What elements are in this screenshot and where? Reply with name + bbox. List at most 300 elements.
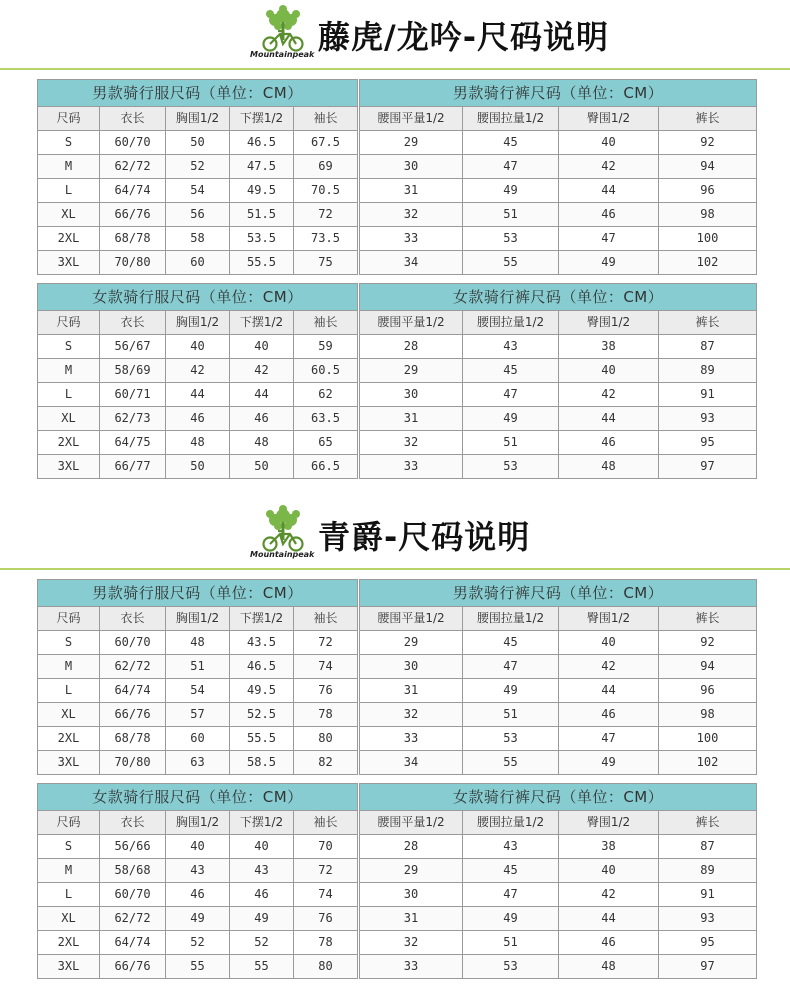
table-cell: 30 — [360, 155, 463, 179]
table-row — [360, 383, 757, 407]
table-cell: 95 — [659, 931, 757, 955]
divider — [0, 68, 790, 70]
column-header: 下摆1/2 — [230, 607, 294, 631]
column-header: 尺码 — [38, 311, 100, 335]
table-row — [38, 227, 358, 251]
table-cell: 53.5 — [230, 227, 294, 251]
table-row — [360, 359, 757, 383]
table-cell: 82 — [294, 751, 358, 775]
table-cell: XL — [38, 203, 100, 227]
table-cell: 52 — [166, 155, 230, 179]
table-row — [360, 631, 757, 655]
table-row — [38, 455, 358, 479]
table-row — [360, 155, 757, 179]
column-header: 腰围平量1/2 — [360, 311, 463, 335]
table-cell: 52 — [166, 931, 230, 955]
table-cell: 97 — [659, 455, 757, 479]
table-cell: 91 — [659, 383, 757, 407]
table-cell: 92 — [659, 131, 757, 155]
table-cell: 50 — [230, 455, 294, 479]
table-cell: 55 — [230, 955, 294, 979]
table-cell: 3XL — [38, 751, 100, 775]
table-cell: 67.5 — [294, 131, 358, 155]
column-header: 尺码 — [38, 607, 100, 631]
table-cell: L — [38, 679, 100, 703]
table-cell: S — [38, 631, 100, 655]
table-cell: 78 — [294, 703, 358, 727]
table-cell: 2XL — [38, 431, 100, 455]
table-cell: 60/71 — [100, 383, 166, 407]
table-cell: 48 — [230, 431, 294, 455]
table-cell: 49 — [559, 751, 659, 775]
table-cell: 55.5 — [230, 251, 294, 275]
table-row — [38, 679, 358, 703]
table-cell: 46.5 — [230, 131, 294, 155]
table-cell: S — [38, 131, 100, 155]
table-cell: 100 — [659, 227, 757, 251]
table-cell: 47.5 — [230, 155, 294, 179]
table-cell: 44 — [166, 383, 230, 407]
table-cell: 43.5 — [230, 631, 294, 655]
table-cell: 29 — [360, 131, 463, 155]
table-cell: 44 — [559, 679, 659, 703]
table-cell: 89 — [659, 859, 757, 883]
column-header: 袖长 — [294, 107, 358, 131]
table-cell: 51.5 — [230, 203, 294, 227]
table-cell: 66.5 — [294, 455, 358, 479]
table-cell: 58 — [166, 227, 230, 251]
table-cell: 60/70 — [100, 883, 166, 907]
column-header: 袖长 — [294, 311, 358, 335]
table-cell: 30 — [360, 883, 463, 907]
table-cell: 2XL — [38, 727, 100, 751]
table-row — [38, 155, 358, 179]
table-cell: 72 — [294, 203, 358, 227]
table-cell: 46 — [559, 431, 659, 455]
table-cell: 50 — [166, 455, 230, 479]
table-cell: 31 — [360, 679, 463, 703]
table-cell: 53 — [463, 727, 559, 751]
table-row — [38, 859, 358, 883]
column-header: 腰围拉量1/2 — [463, 811, 559, 835]
table-row — [360, 679, 757, 703]
table-cell: 49 — [166, 907, 230, 931]
column-header: 腰围拉量1/2 — [463, 311, 559, 335]
table-cell: 51 — [166, 655, 230, 679]
table-cell: 55 — [166, 955, 230, 979]
table-cell: 28 — [360, 835, 463, 859]
table-row — [38, 655, 358, 679]
table-cell: 52 — [230, 931, 294, 955]
column-header: 衣长 — [100, 107, 166, 131]
table-row — [360, 931, 757, 955]
table-cell: 60 — [166, 251, 230, 275]
table-cell: 72 — [294, 631, 358, 655]
table-cell: 3XL — [38, 251, 100, 275]
table-cell: 47 — [559, 727, 659, 751]
column-header: 胸围1/2 — [166, 107, 230, 131]
table-cell: 46 — [559, 931, 659, 955]
table-cell: 45 — [463, 359, 559, 383]
table-cell: 80 — [294, 727, 358, 751]
men-jersey-size-table — [37, 579, 358, 775]
table-cell: 47 — [463, 155, 559, 179]
table-cell: 70/80 — [100, 751, 166, 775]
table-caption: 男款骑行裤尺码（单位：CM） — [360, 580, 757, 607]
size-section-1 — [0, 0, 790, 473]
table-cell: 29 — [360, 359, 463, 383]
table-cell: 73.5 — [294, 227, 358, 251]
table-cell: 98 — [659, 203, 757, 227]
table-cell: 31 — [360, 407, 463, 431]
women-jersey-size-table — [37, 283, 358, 479]
table-cell: 40 — [230, 835, 294, 859]
column-header: 衣长 — [100, 811, 166, 835]
table-cell: 66/76 — [100, 955, 166, 979]
table-cell: 56/66 — [100, 835, 166, 859]
table-cell: 32 — [360, 703, 463, 727]
table-row — [360, 907, 757, 931]
table-cell: 68/78 — [100, 227, 166, 251]
table-cell: 40 — [559, 359, 659, 383]
table-cell: 95 — [659, 431, 757, 455]
table-cell: 32 — [360, 431, 463, 455]
men-pants-size-table — [359, 579, 757, 775]
table-cell: 47 — [463, 383, 559, 407]
table-cell: 64/74 — [100, 931, 166, 955]
table-cell: 60/70 — [100, 631, 166, 655]
table-cell: 38 — [559, 335, 659, 359]
table-cell: 93 — [659, 907, 757, 931]
table-caption: 男款骑行服尺码（单位：CM） — [38, 580, 358, 607]
section-header — [0, 0, 790, 70]
table-row — [38, 131, 358, 155]
table-cell: 58.5 — [230, 751, 294, 775]
table-cell: 49.5 — [230, 179, 294, 203]
table-cell: 66/77 — [100, 455, 166, 479]
table-cell: 29 — [360, 631, 463, 655]
table-cell: 70 — [294, 835, 358, 859]
table-cell: 3XL — [38, 955, 100, 979]
table-row — [38, 407, 358, 431]
column-header: 腰围平量1/2 — [360, 811, 463, 835]
table-cell: 94 — [659, 155, 757, 179]
table-cell: 55 — [463, 751, 559, 775]
women-pants-size-table — [359, 283, 757, 479]
table-caption: 女款骑行服尺码（单位：CM） — [38, 284, 358, 311]
table-cell: 28 — [360, 335, 463, 359]
section-title: 藤虎/龙吟-尺码说明 — [318, 18, 609, 56]
column-header: 尺码 — [38, 107, 100, 131]
table-cell: 102 — [659, 251, 757, 275]
section-header — [0, 500, 790, 570]
table-row — [360, 955, 757, 979]
table-row — [360, 431, 757, 455]
column-header: 衣长 — [100, 311, 166, 335]
table-cell: 91 — [659, 883, 757, 907]
table-cell: L — [38, 883, 100, 907]
column-header: 腰围拉量1/2 — [463, 607, 559, 631]
column-header: 裤长 — [659, 607, 757, 631]
table-cell: 64/74 — [100, 679, 166, 703]
table-cell: 64/74 — [100, 179, 166, 203]
table-cell: 49 — [230, 907, 294, 931]
brand-logo-text: Mountainpeak — [250, 550, 315, 559]
column-header: 臀围1/2 — [559, 811, 659, 835]
table-caption: 男款骑行裤尺码（单位：CM） — [360, 80, 757, 107]
table-cell: 74 — [294, 883, 358, 907]
table-cell: 49 — [463, 407, 559, 431]
table-cell: 64/75 — [100, 431, 166, 455]
column-header: 下摆1/2 — [230, 107, 294, 131]
table-cell: 56 — [166, 203, 230, 227]
column-header: 胸围1/2 — [166, 607, 230, 631]
table-cell: 75 — [294, 251, 358, 275]
table-cell: 32 — [360, 931, 463, 955]
table-row — [38, 835, 358, 859]
table-row — [360, 227, 757, 251]
table-cell: 70.5 — [294, 179, 358, 203]
women-pants-size-table — [359, 783, 757, 979]
table-row — [360, 203, 757, 227]
column-header: 臀围1/2 — [559, 107, 659, 131]
table-cell: 94 — [659, 655, 757, 679]
table-cell: 2XL — [38, 227, 100, 251]
table-cell: 46 — [166, 407, 230, 431]
table-cell: 63 — [166, 751, 230, 775]
table-row — [360, 455, 757, 479]
table-row — [38, 631, 358, 655]
table-cell: 31 — [360, 179, 463, 203]
table-cell: M — [38, 859, 100, 883]
table-cell: 58/69 — [100, 359, 166, 383]
table-cell: 54 — [166, 179, 230, 203]
table-cell: 51 — [463, 431, 559, 455]
table-cell: 62 — [294, 383, 358, 407]
size-section-2 — [0, 500, 790, 973]
table-cell: 76 — [294, 679, 358, 703]
table-row — [38, 727, 358, 751]
table-cell: 43 — [230, 859, 294, 883]
table-cell: 65 — [294, 431, 358, 455]
table-row — [360, 335, 757, 359]
table-row — [38, 251, 358, 275]
table-row — [38, 907, 358, 931]
table-cell: 34 — [360, 751, 463, 775]
table-cell: 33 — [360, 227, 463, 251]
table-cell: 45 — [463, 131, 559, 155]
table-cell: 42 — [230, 359, 294, 383]
table-cell: 87 — [659, 335, 757, 359]
table-row — [38, 179, 358, 203]
column-header: 下摆1/2 — [230, 811, 294, 835]
table-cell: 48 — [559, 455, 659, 479]
table-row — [38, 335, 358, 359]
table-cell: 80 — [294, 955, 358, 979]
table-row — [38, 883, 358, 907]
table-cell: 33 — [360, 455, 463, 479]
table-cell: 40 — [559, 859, 659, 883]
table-row — [360, 751, 757, 775]
table-cell: 46 — [230, 407, 294, 431]
table-cell: 96 — [659, 179, 757, 203]
table-row — [360, 655, 757, 679]
table-cell: 47 — [559, 227, 659, 251]
table-cell: 44 — [559, 407, 659, 431]
table-cell: 34 — [360, 251, 463, 275]
table-cell: 62/72 — [100, 155, 166, 179]
table-cell: 72 — [294, 859, 358, 883]
table-cell: 48 — [166, 431, 230, 455]
table-cell: 78 — [294, 931, 358, 955]
table-cell: 3XL — [38, 455, 100, 479]
table-cell: 97 — [659, 955, 757, 979]
table-cell: 102 — [659, 751, 757, 775]
column-header: 臀围1/2 — [559, 311, 659, 335]
table-cell: M — [38, 155, 100, 179]
table-cell: 59 — [294, 335, 358, 359]
table-row — [360, 727, 757, 751]
table-row — [38, 955, 358, 979]
table-row — [38, 383, 358, 407]
column-header: 胸围1/2 — [166, 311, 230, 335]
table-cell: 87 — [659, 835, 757, 859]
table-cell: 46 — [559, 203, 659, 227]
section-title: 青爵-尺码说明 — [318, 518, 531, 556]
column-header: 下摆1/2 — [230, 311, 294, 335]
table-cell: 53 — [463, 955, 559, 979]
table-cell: XL — [38, 407, 100, 431]
table-cell: 45 — [463, 631, 559, 655]
table-cell: 89 — [659, 359, 757, 383]
table-cell: 40 — [166, 335, 230, 359]
table-cell: 49 — [559, 251, 659, 275]
table-cell: 98 — [659, 703, 757, 727]
table-cell: 33 — [360, 955, 463, 979]
table-row — [38, 359, 358, 383]
column-header: 袖长 — [294, 607, 358, 631]
table-cell: 44 — [559, 179, 659, 203]
table-cell: 56/67 — [100, 335, 166, 359]
table-cell: 43 — [463, 835, 559, 859]
column-header: 裤长 — [659, 107, 757, 131]
table-cell: 58/68 — [100, 859, 166, 883]
table-cell: S — [38, 335, 100, 359]
table-cell: 44 — [559, 907, 659, 931]
table-cell: S — [38, 835, 100, 859]
table-cell: 66/76 — [100, 203, 166, 227]
table-row — [360, 835, 757, 859]
table-cell: 96 — [659, 679, 757, 703]
table-cell: 66/76 — [100, 703, 166, 727]
table-cell: 45 — [463, 859, 559, 883]
table-cell: 42 — [559, 383, 659, 407]
table-cell: 29 — [360, 859, 463, 883]
table-cell: 43 — [166, 859, 230, 883]
table-cell: 47 — [463, 883, 559, 907]
table-cell: 30 — [360, 655, 463, 679]
table-row — [360, 407, 757, 431]
table-cell: 93 — [659, 407, 757, 431]
table-caption: 女款骑行裤尺码（单位：CM） — [360, 784, 757, 811]
table-cell: 69 — [294, 155, 358, 179]
table-cell: 54 — [166, 679, 230, 703]
table-cell: 92 — [659, 631, 757, 655]
table-row — [360, 251, 757, 275]
table-cell: 62/72 — [100, 907, 166, 931]
divider — [0, 568, 790, 570]
table-cell: 100 — [659, 727, 757, 751]
table-cell: 57 — [166, 703, 230, 727]
column-header: 尺码 — [38, 811, 100, 835]
table-cell: L — [38, 383, 100, 407]
table-cell: 48 — [166, 631, 230, 655]
table-cell: 42 — [166, 359, 230, 383]
table-cell: 46 — [166, 883, 230, 907]
table-cell: 47 — [463, 655, 559, 679]
table-cell: 62/72 — [100, 655, 166, 679]
table-cell: 52.5 — [230, 703, 294, 727]
table-cell: 42 — [559, 155, 659, 179]
table-row — [360, 859, 757, 883]
table-cell: 38 — [559, 835, 659, 859]
column-header: 腰围平量1/2 — [360, 607, 463, 631]
table-cell: 55.5 — [230, 727, 294, 751]
table-caption: 男款骑行服尺码（单位：CM） — [38, 80, 358, 107]
table-cell: 70/80 — [100, 251, 166, 275]
column-header: 胸围1/2 — [166, 811, 230, 835]
table-cell: 63.5 — [294, 407, 358, 431]
table-row — [38, 703, 358, 727]
table-cell: 46 — [559, 703, 659, 727]
column-header: 衣长 — [100, 607, 166, 631]
table-cell: 40 — [230, 335, 294, 359]
table-cell: 31 — [360, 907, 463, 931]
table-cell: 32 — [360, 203, 463, 227]
table-row — [360, 883, 757, 907]
table-cell: 60.5 — [294, 359, 358, 383]
table-row — [360, 131, 757, 155]
table-row — [360, 179, 757, 203]
table-cell: 51 — [463, 203, 559, 227]
table-cell: 49.5 — [230, 679, 294, 703]
column-header: 臀围1/2 — [559, 607, 659, 631]
column-header: 袖长 — [294, 811, 358, 835]
table-cell: 60/70 — [100, 131, 166, 155]
table-cell: 40 — [166, 835, 230, 859]
table-cell: 40 — [559, 131, 659, 155]
table-row — [38, 431, 358, 455]
table-cell: 49 — [463, 907, 559, 931]
column-header: 裤长 — [659, 811, 757, 835]
table-cell: 42 — [559, 655, 659, 679]
table-cell: L — [38, 179, 100, 203]
men-pants-size-table — [359, 79, 757, 275]
table-cell: 51 — [463, 703, 559, 727]
column-header: 腰围拉量1/2 — [463, 107, 559, 131]
table-cell: M — [38, 655, 100, 679]
table-cell: 30 — [360, 383, 463, 407]
table-cell: 33 — [360, 727, 463, 751]
table-cell: 68/78 — [100, 727, 166, 751]
table-row — [360, 703, 757, 727]
women-jersey-size-table — [37, 783, 358, 979]
table-cell: XL — [38, 907, 100, 931]
column-header: 腰围平量1/2 — [360, 107, 463, 131]
table-row — [38, 751, 358, 775]
table-caption: 女款骑行裤尺码（单位：CM） — [360, 284, 757, 311]
table-cell: 74 — [294, 655, 358, 679]
